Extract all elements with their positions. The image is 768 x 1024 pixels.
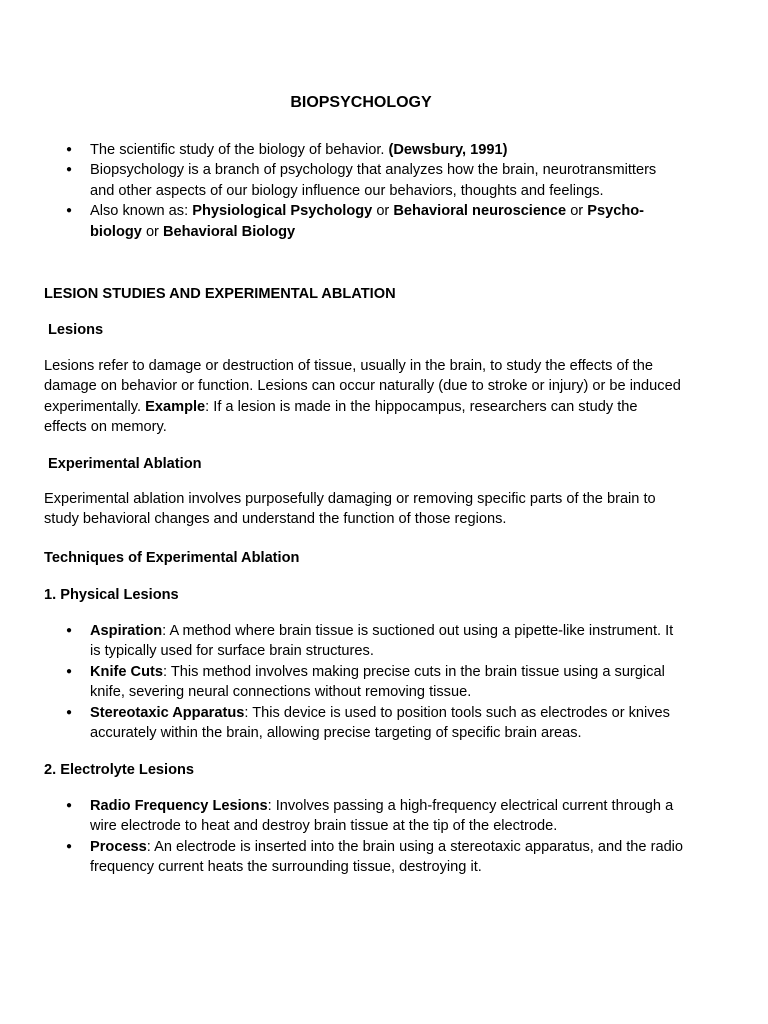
list-item: [44, 703, 684, 744]
list-item: [44, 140, 684, 160]
section-heading: LESION STUDIES AND EXPERIMENTAL ABLATION: [44, 286, 396, 302]
physical-lesions-list: [44, 621, 684, 743]
item-desc: : This device is used to position tools such as electrodes or knives accurately within the brain, allowing precise targeting of specific brain areas.: [90, 704, 670, 742]
techniques-heading: Techniques of Experimental Ablation: [44, 550, 300, 566]
alias-term: Behavioral Biology: [162, 223, 296, 240]
connector-text: or: [372, 203, 394, 220]
alias-term: Physiological Psychology: [192, 203, 373, 220]
list-item: [44, 796, 684, 837]
alias-term: Psycho-biology: [90, 203, 645, 240]
lesions-heading: Lesions: [48, 322, 104, 338]
ablation-heading: Experimental Ablation: [48, 456, 202, 472]
item-term: Knife Cuts: [90, 663, 163, 680]
list-item: [44, 160, 684, 201]
item-term: Stereotaxic Apparatus: [90, 704, 245, 721]
intro-text: The scientific study of the biology of behavior.: [90, 142, 389, 158]
physical-lesions-heading: 1. Physical Lesions: [44, 587, 179, 603]
paragraph-text: : If a lesion is made in the hippocampus, researchers can study the effects on memory.: [44, 398, 638, 436]
item-desc: : This method involves making precise cuts in the brain tissue using a surgical knife, severing neural connections without removing tissue.: [90, 663, 665, 701]
document-title: BIOPSYCHOLOGY: [290, 94, 432, 111]
electrolyte-lesions-list: [44, 796, 684, 878]
lesions-paragraph: [44, 356, 684, 438]
intro-text: Also known as:: [90, 203, 193, 220]
alias-term: Behavioral neuroscience: [393, 203, 567, 220]
list-item: [44, 662, 684, 703]
example-label: Example: [145, 398, 206, 415]
list-item: [44, 837, 684, 878]
intro-list: [44, 140, 684, 242]
item-desc: : An electrode is inserted into the brain using a stereotaxic apparatus, and the radio frequency current heats the surrounding tissue, destroying it.: [90, 838, 684, 876]
citation: (Dewsbury, 1991): [388, 142, 508, 158]
electrolyte-lesions-heading: 2. Electrolyte Lesions: [44, 762, 195, 778]
connector-text: or: [141, 223, 163, 240]
list-item: [44, 201, 684, 242]
item-term: Aspiration: [90, 623, 163, 639]
item-term: Process: [90, 838, 147, 855]
intro-text: Biopsychology is a branch of psychology that analyzes how the brain, neurotransmitters and other aspects of our biology influence our behaviors, thoughts and feelings.: [90, 162, 657, 199]
item-desc: : A method where brain tissue is suctioned out using a pipette-like instrument. It is typically used for surface brain structures.: [90, 623, 674, 660]
connector-text: or: [566, 203, 588, 220]
item-desc: : Involves passing a high-frequency electrical current through a wire electrode to heat and destroy brain tissue at the tip of the electrode.: [90, 798, 674, 835]
list-item: [44, 621, 684, 662]
paragraph-text: Lesions refer to damage or destruction of tissue, usually in the brain, to study the effects of the damage on behavior or function. Lesions can occur naturally (due to stroke or injury) or be induced experimentally.: [44, 358, 681, 415]
item-term: Radio Frequency Lesions: [90, 798, 268, 814]
ablation-paragraph: Experimental ablation involves purposefully damaging or removing specific parts of the brain to study behavioral changes and understand the function of those regions.: [44, 491, 656, 528]
